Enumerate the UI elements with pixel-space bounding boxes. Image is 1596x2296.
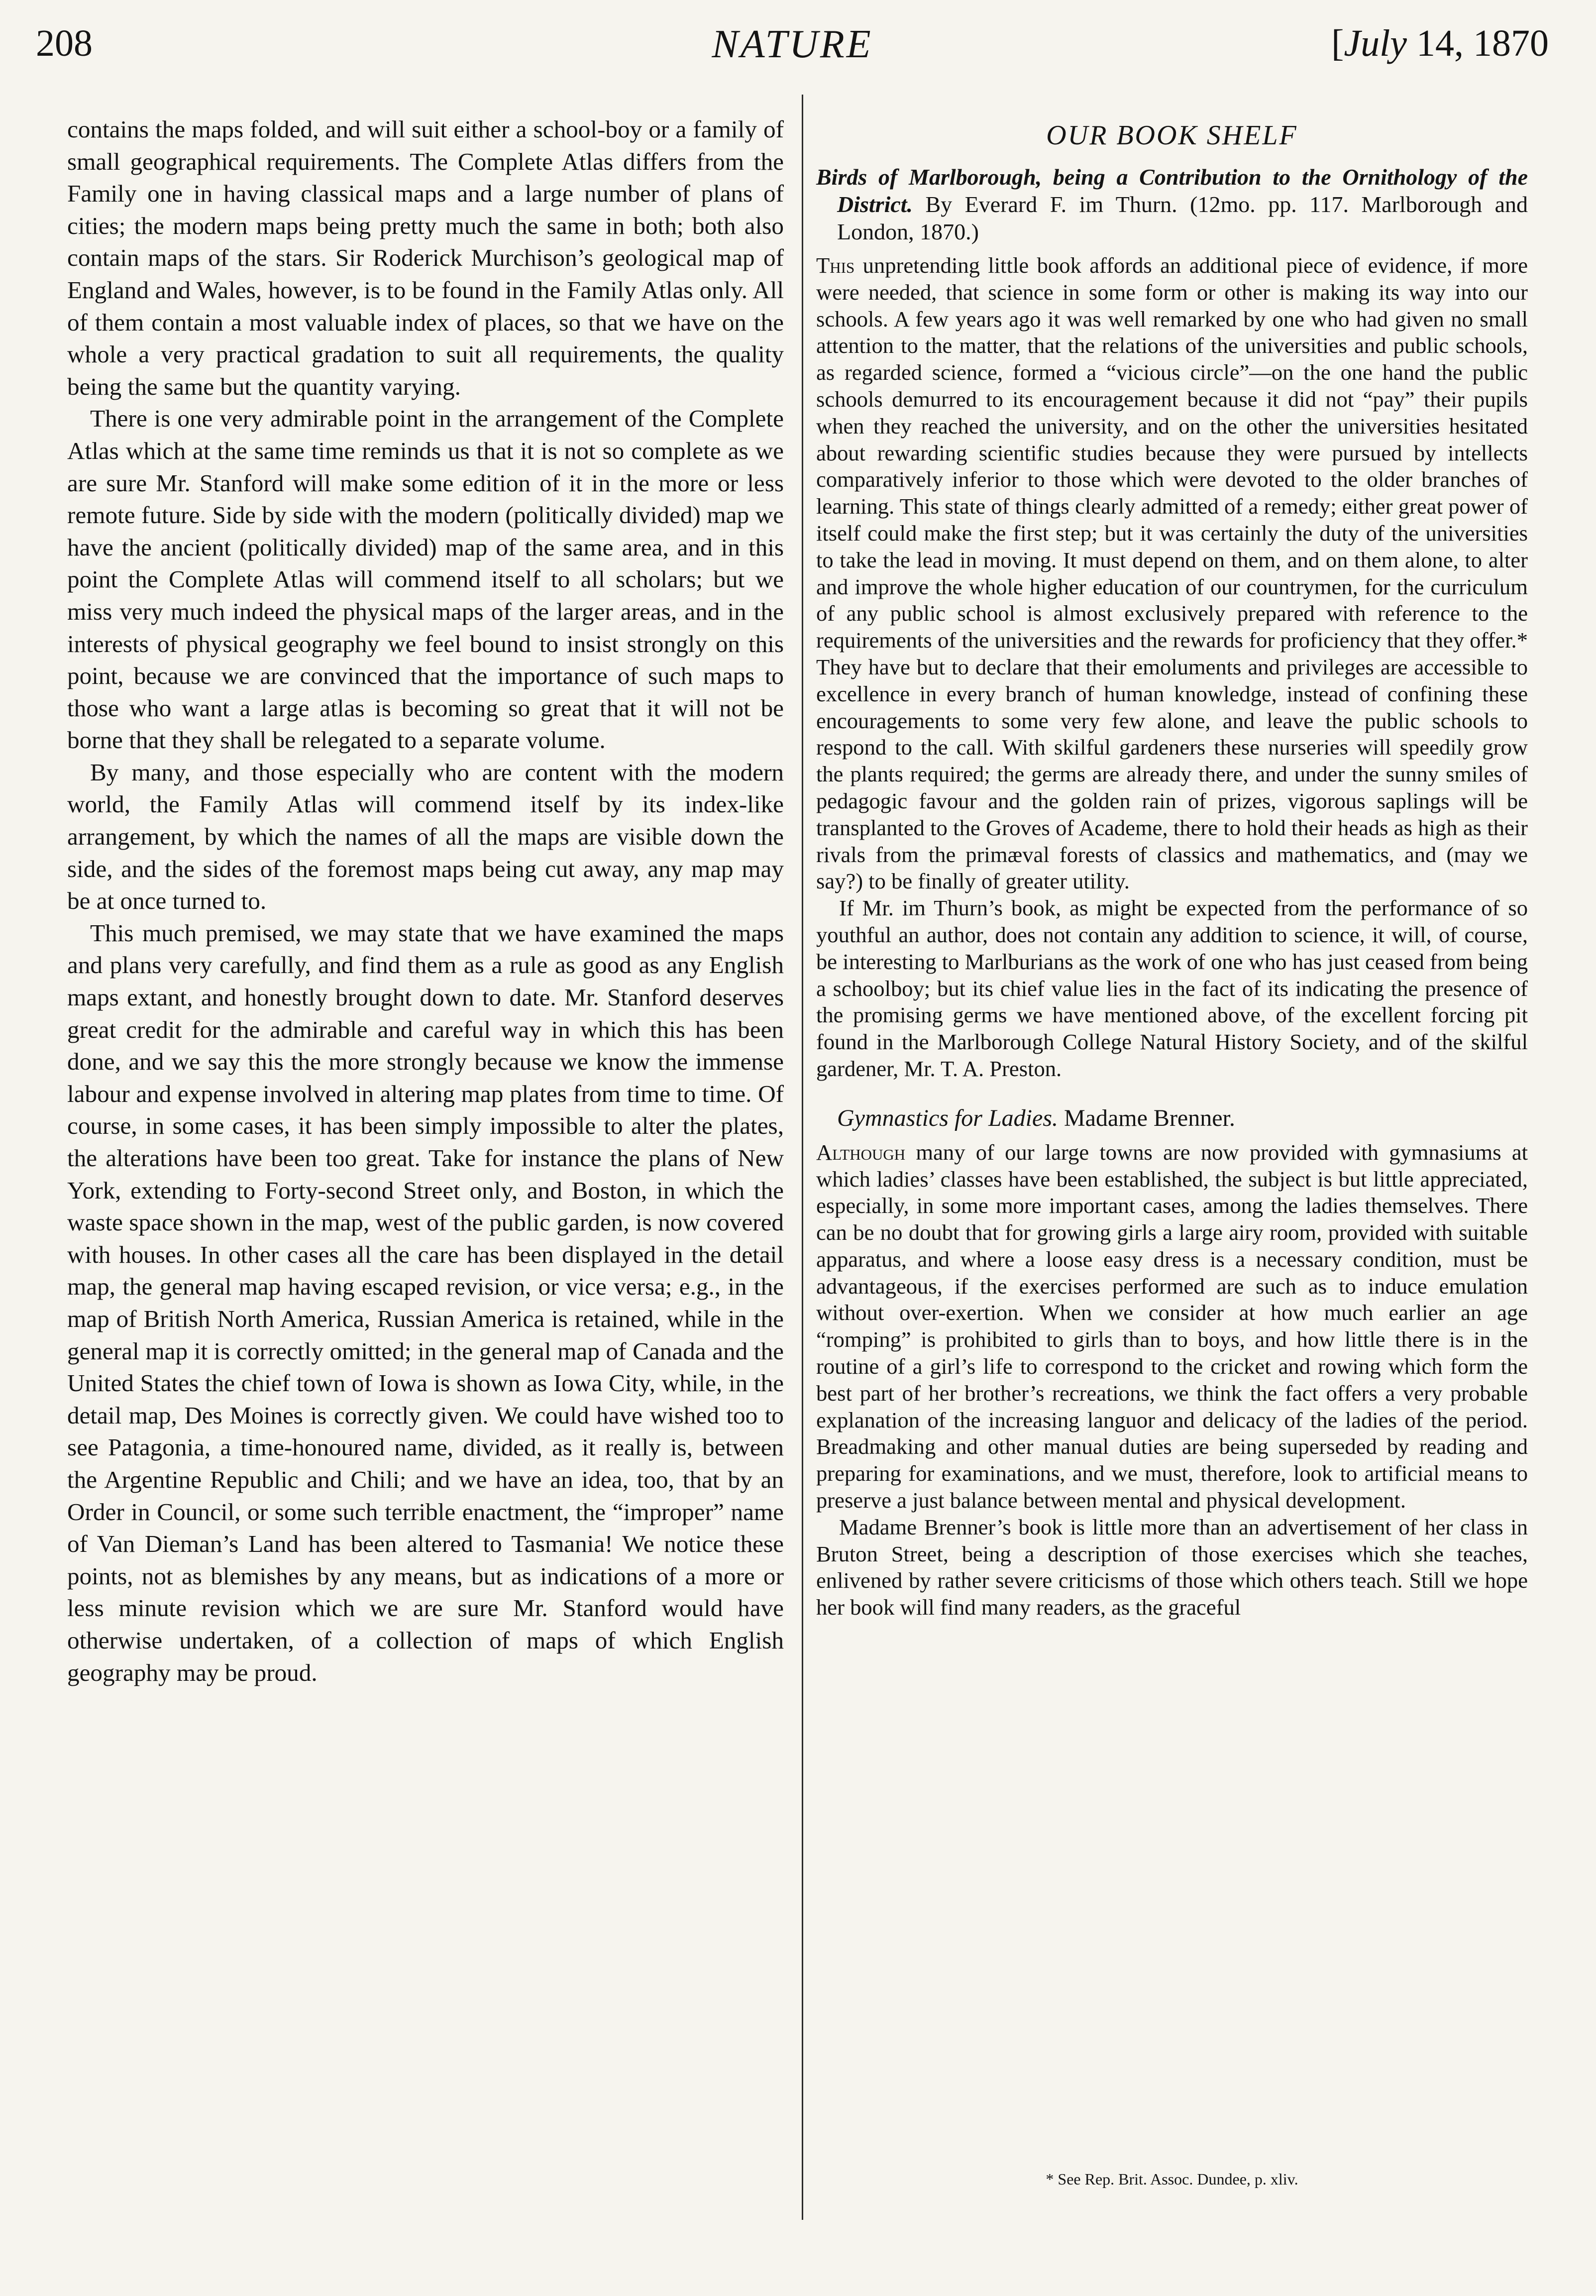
review-text: many of our large towns are now provided with gymnasiums at which ladies’ classes have been established, the subject is but little appreciated, especially, in some more important cases, among the ladies themselves. There can be no doubt that for growing girls a large airy room, provided with suitable apparatus, and where a loose easy dress is a necessary condition, must be advantageous, if the exercises performed are such as to induce emulation without over-exertion. When we consider at how much earlier an age “romping” is prohibited to girls than to boys, and how little there is in the routine of a girl’s life to correspond to the cricket and rowing which form the best part of her brother’s recreations, we think the fact offers a very probable explanation of the increasing languor and delicacy of the ladies of the period. Breadmaking and other manual duties are being superseded by reading and preparing for examinations, and we must, therefore, look to artificial means to preserve a just balance between mental and physical development. [816, 1139, 1528, 1513]
left-paragraph: contains the maps folded, and will suit either a school-boy or a family of small geographical requirements. The Complete Atlas differs from the Family one in having classical maps and a large number of plans of cities; the modern maps being pretty much the same in both; both also contain maps of the stars. Sir Roderick Murchison’s geological map of England and Wales, however, is to be found in the Family Atlas only. All of them contain a most valuable index of places, so that we have on the whole a very practical gradation to suit all requirements, the quality being the same but the quantity varying. [67, 115, 784, 400]
left-column [67, 113, 784, 1689]
date-month: July [1344, 22, 1407, 64]
review-text: unpretending little book affords an additional piece of evidence, if more were needed, that science in some form or other is making its way into our schools. A few years ago it was well remarked by one who had given no small attention to the matter, that the relations of the universities and public schools, as regarded science, formed a “vicious circle”—on the one hand the public schools demurred to its encouragement because it did not “pay” their pupils when they reached the university, and on the other the universities hesitated about rewarding scientific studies because they were pursued by intellects comparatively inferior to those which were devoted to the older branches of learning. This state of things clearly admitted of a remedy; either great power of itself could make the first step; but it was certainly the duty of the universities to take the lead in moving. It must depend on them, and on them alone, to alter and improve the whole higher education of our countrymen, for the curriculum of any public school is almost exclusively prepared with reference to the requirements of the universities and the rewards for proficiency that they offer.* They have but to declare that their emoluments and privileges are accessible to excellence in every branch of human knowledge, instead of confining these encouragements to some very few alone, and leave the public schools to respond to the call. With skilful gardeners these nurseries will speedily grow the plants required; the germs are already there, and under the sunny smiles of pedagogic favour and the golden rain of prizes, vigorous saplings will be transplanted to the Groves of Academe, there to hold their heads as high as their rivals from the primæval forests of classics and mathematics, and (may we say?) to be finally of greater utility. [816, 253, 1528, 894]
page-header [36, 22, 1549, 82]
journal-title: NATURE [712, 22, 873, 66]
book-citation [816, 1104, 1528, 1132]
column-divider [802, 95, 803, 2220]
book-author: By Everard F. im Thurn. [925, 192, 1177, 217]
lead-word: This [816, 253, 855, 278]
book-title: Gymnastics for Ladies. [837, 1104, 1058, 1131]
date-rest: 14, 1870 [1407, 22, 1549, 64]
review-paragraph [816, 252, 1528, 895]
right-column [816, 113, 1528, 1621]
review-paragraph [816, 1139, 1528, 1514]
lead-word: Although [816, 1139, 906, 1165]
issue-date [1331, 22, 1549, 65]
left-paragraph: By many, and those especially who are content with the modern world, the Family Atlas will commend itself by its index-like arrangement, by which the names of all the maps are visible down the side, and the sides of the foremost maps being cut away, any map may be at once turned to. [67, 758, 784, 915]
date-prefix: [ [1331, 22, 1344, 64]
footnote: * See Rep. Brit. Assoc. Dundee, p. xliv. [1046, 2170, 1298, 2188]
book-details: (12mo. pp. 117. Marlborough and London, 1870.) [837, 192, 1528, 244]
section-title: OUR BOOK SHELF [1046, 120, 1298, 151]
review-paragraph: If Mr. im Thurn’s book, as might be expected from the performance of so youthful an author, does not contain any addition to science, it will, of course, be interesting to Marlburians as the work of one who has just ceased from being a schoolboy; but its chief value lies in the fact of its indicating the presence of the promising germs we have mentioned above, of the excellent forcing pit found in the Marlborough College Natural History Society, and of the skilful gardener, Mr. T. A. Preston. [816, 895, 1528, 1081]
left-paragraph: There is one very admirable point in the arrangement of the Complete Atlas which at the same time reminds us that it is not so complete as we are sure Mr. Stanford will make some edition of it in the more or less remote future. Side by side with the modern (politically divided) map we have the ancient (politically divided) map of the same area, and in this point the Complete Atlas will commend itself to all scholars; but we miss very much indeed the physical maps of the larger areas, and in the interests of physical geography we feel bound to insist strongly on this point, because we are convinced that the importance of such maps to those who want a large atlas is becoming so great that it will not be borne that they shall be relegated to a separate volume. [67, 405, 784, 754]
left-paragraph: This much premised, we may state that we have examined the maps and plans very carefully, and find them as a rule as good as any English maps extant, and honestly brought down to date. Mr. Stanford deserves great credit for the admirable and careful way in which this has been done, and we say this the more strongly because we know the immense labour and expense involved in altering map plates from time to time. Of course, in some cases, it has been simply impossible to alter the plates, the alterations have been too great. Take for instance the plans of New York, extending to Forty-second Street only, and Boston, in which the waste space shown in the map, west of the public garden, is now covered with houses. In other cases all the care has been displayed in the detail map, the general map having escaped revision, or vice versa; e.g., in the map of British North America, Russian America is retained, while in the general map it is correctly omitted; in the general map of Canada and the United States the chief town of Iowa is shown as Iowa City, while, in the detail map, Des Moines is correctly given. We could have wished too to see Patagonia, a time-honoured name, divided, as it really is, between the Argentine Republic and Chili; and we have an idea, too, that by an Order in Council, or some such terrible enactment, the “improper” name of Van Dieman’s Land has been altered to Tasmania! We notice these points, not as blemishes by any means, but as indications of a more or less minute revision which we are sure Mr. Stanford would have otherwise undertaken, of a collection of maps of which English geography may be proud. [67, 919, 784, 1686]
book-citation [816, 163, 1528, 245]
page-number: 208 [36, 22, 93, 64]
review-paragraph: Madame Brenner’s book is little more than an advertisement of her class in Bruton Street, being a description of those exercises which she teaches, enlivened by rather severe criticisms of those which others teach. Still we hope her book will find many readers, as the graceful [816, 1514, 1528, 1620]
book-title: Birds of Marlborough, being a Contribution to the Ornithology of the District. [816, 164, 1528, 217]
book-author: Madame Brenner. [1064, 1104, 1235, 1131]
